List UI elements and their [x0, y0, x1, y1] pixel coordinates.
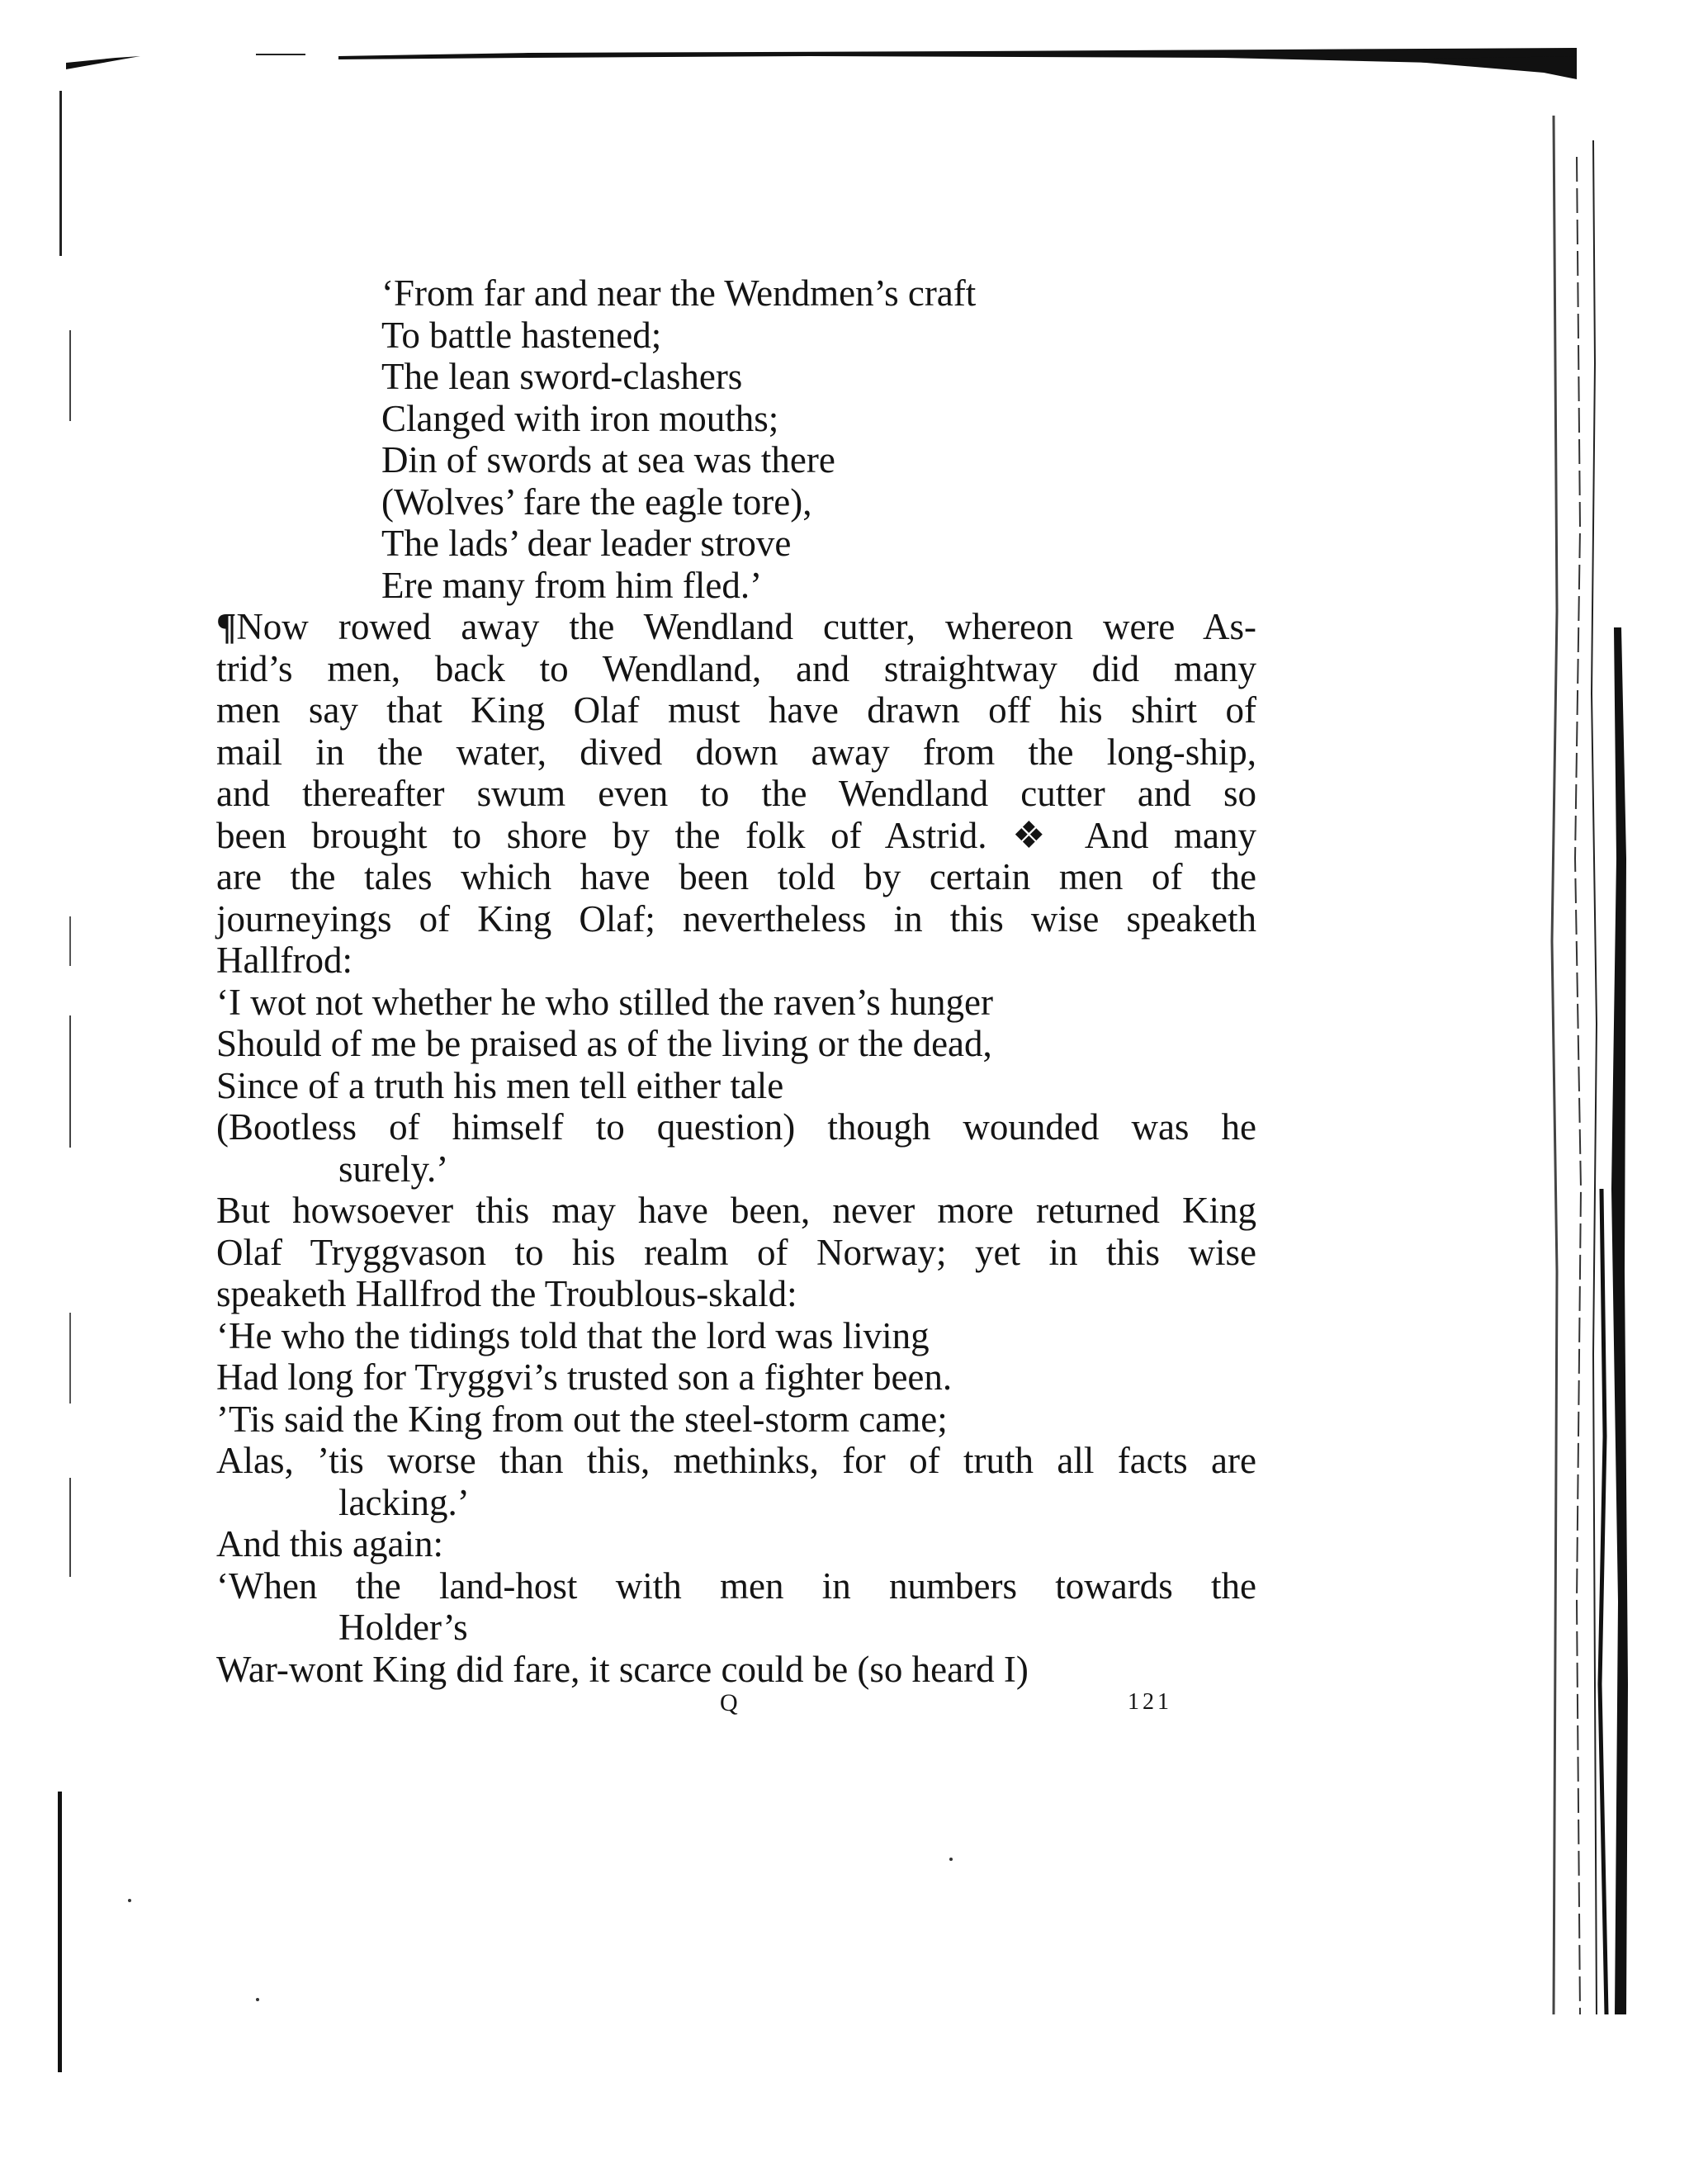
prose-line: are the tales which have been told by certain men of the	[216, 856, 1256, 897]
verse-line: War-wont King did fare, it scarce could be (so heard I)	[216, 1648, 1029, 1690]
verse-line: To battle hastened;	[381, 314, 662, 356]
prose-paragraph-wendland	[216, 606, 1256, 982]
verse-line: Should of me be praised as of the living or the dead,	[216, 1023, 992, 1064]
scan-speck	[128, 1899, 131, 1902]
verse-line: ‘I wot not whether he who stilled the raven’s hunger	[216, 981, 994, 1023]
verse-line-continuation: Holder’s	[338, 1607, 468, 1648]
pilcrow-mark: ¶	[216, 606, 237, 647]
verse-line: (Bootless of himself to question) though wounded was he	[216, 1106, 1256, 1148]
prose-line-text: Now rowed away the Wendland cutter, whereon were As-	[236, 606, 1256, 647]
page-number: 121	[1128, 1689, 1172, 1715]
verse-line-continuation: surely.’	[338, 1148, 449, 1190]
main-text	[216, 272, 1256, 1690]
verse-line: ‘From far and near the Wendmen’s craft	[381, 272, 977, 314]
prose-line: mail in the water, dived down away from the long-ship,	[216, 731, 1256, 773]
verse-line-continuation: lacking.’	[338, 1481, 470, 1523]
verse-line: The lads’ dear leader strove	[381, 523, 792, 564]
scan-speck	[949, 1858, 953, 1861]
prose-line: journeyings of King Olaf; nevertheless in this wise speaketh	[216, 897, 1256, 940]
prose-line: But howsoever this may have been, never more returned King	[216, 1190, 1256, 1231]
stanza-land-host	[216, 1565, 1256, 1691]
verse-line: Since of a truth his men tell either tale	[216, 1064, 784, 1106]
verse-line: Din of swords at sea was there	[381, 439, 835, 480]
stanza-tidings	[216, 1315, 1256, 1524]
prose-line: men say that King Olaf must have drawn off his shirt of	[216, 689, 1256, 731]
verse-line: ‘He who the tidings told that the lord was living	[216, 1314, 930, 1356]
verse-line: ‘When the land-host with men in numbers towards the	[216, 1564, 1256, 1607]
prose-line: Hallfrod:	[216, 940, 352, 981]
verse-line: Had long for Tryggvi’s trusted son a fighter been.	[216, 1356, 953, 1398]
scan-speck	[256, 1998, 259, 2001]
prose-line: Olaf Tryggvason to his realm of Norway; yet in this wise	[216, 1231, 1256, 1273]
prose-line	[216, 606, 1256, 648]
prose-paragraph-norway	[216, 1190, 1256, 1315]
scan-right-edge	[1535, 116, 1635, 2014]
verse-line: (Wolves’ fare the eagle tore),	[381, 480, 812, 523]
scan-top-edge	[66, 48, 1577, 89]
verse-line: Alas, ’tis worse than this, methinks, for of truth all facts are	[216, 1440, 1256, 1481]
verse-line: The lean sword-clashers	[381, 356, 743, 397]
prose-line: speaketh Hallfrod the Troublous-skald:	[216, 1273, 797, 1314]
signature-mark: Q	[720, 1689, 738, 1716]
prose-line: and thereafter swum even to the Wendland cutter and so	[216, 773, 1256, 814]
verse-line: Ere many from him fled.’	[381, 564, 763, 606]
prose-line: been brought to shore by the folk of Astrid. ❖ And many	[216, 814, 1256, 856]
scan-left-edge	[50, 91, 74, 2072]
verse-line: ’Tis said the King from out the steel-storm came;	[216, 1398, 948, 1440]
verse-line: Clanged with iron mouths;	[381, 397, 779, 439]
prose-line: And this again:	[216, 1523, 443, 1564]
prose-line: trid’s men, back to Wendland, and straightway did many	[216, 647, 1256, 689]
stanza-raven-hunger	[216, 982, 1256, 1191]
stanza-wendmen	[216, 272, 1256, 606]
page-footer	[0, 1689, 1708, 1722]
